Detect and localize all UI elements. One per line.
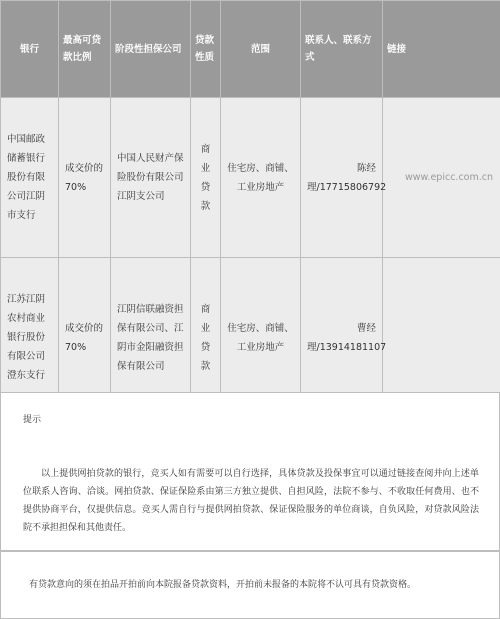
notice-title: 提示 — [23, 415, 42, 425]
cell-guarantor: 江阴信联融资担保有限公司、江阴市金阳融资担保有限公司 — [111, 258, 191, 418]
header-loan-nature: 贷款性质 — [191, 1, 221, 98]
footer-note: 有贷款意向的须在拍品开拍前向本院报备贷款资料，开拍前未报备的本院将不认可具有贷款资格。 — [29, 580, 417, 590]
header-link: 链接 — [383, 1, 500, 98]
table-header-row — [1, 1, 500, 98]
header-bank: 银行 — [1, 1, 59, 98]
cell-nature: 商业贷款 — [191, 98, 221, 258]
cell-scope: 住宅房、商铺、工业房地产 — [221, 258, 301, 418]
header-scope: 范围 — [221, 1, 301, 98]
cell-contact: 陈经理/17715806792 — [301, 98, 383, 258]
header-contact: 联系人、联系方式 — [301, 1, 383, 98]
cell-ratio: 成交价的70% — [59, 98, 111, 258]
cell-bank: 中国邮政储蓄银行股份有限公司江阴市支行 — [1, 98, 59, 258]
cell-bank: 江苏江阴农村商业银行股份有限公司澄东支行 — [1, 258, 59, 418]
bank-link[interactable]: www.epicc.com.cn — [405, 172, 493, 183]
cell-link[interactable] — [383, 98, 500, 258]
footer-note-box — [0, 551, 500, 619]
header-max-ratio: 最高可贷款比例 — [59, 1, 111, 98]
cell-ratio: 成交价的70% — [59, 258, 111, 418]
notice-body: 以上提供网拍贷款的银行，竞买人如有需要可以自行选择，具体贷款及投保事宜可以通过链接查阅并向上述单位联系人咨询、洽谈。网拍贷款、保证保险系由第三方独立提供、自担风险，法院不参与、不收取任何费用、也不提供协商平台，仅提供信息。竞买人需自行与提供网拍贷款、保证保险服务的单位商谈，自负风险，对贷款风险法院不承担担保和其他责任。 — [23, 469, 479, 533]
cell-nature: 商业贷款 — [191, 258, 221, 418]
cell-contact: 曹经理/13914181107 — [301, 258, 383, 418]
notice-box — [0, 392, 500, 551]
cell-scope: 住宅房、商铺、工业房地产 — [221, 98, 301, 258]
header-guarantor: 阶段性担保公司 — [111, 1, 191, 98]
cell-guarantor: 中国人民财产保险股份有限公司江阴支公司 — [111, 98, 191, 258]
table-row — [1, 98, 500, 258]
